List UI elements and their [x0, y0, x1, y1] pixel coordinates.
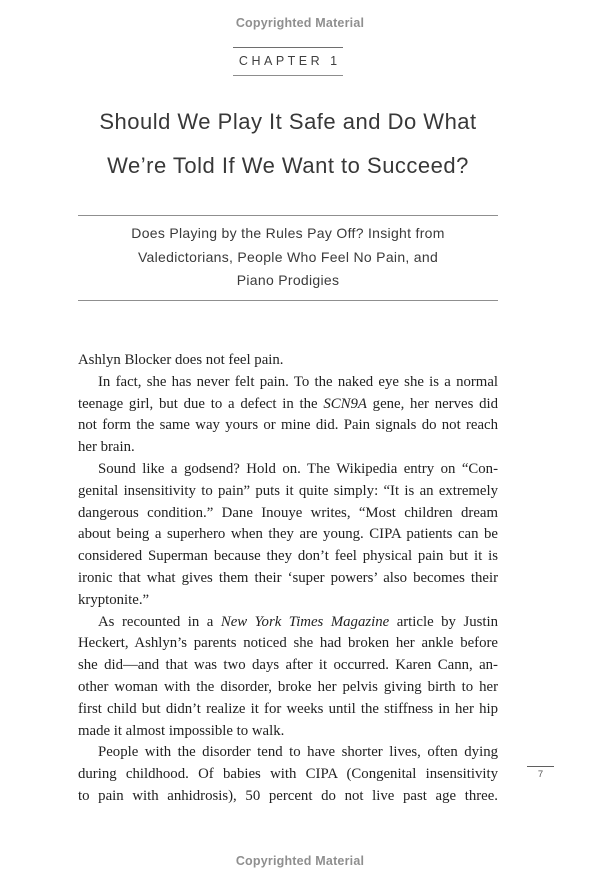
body-line	[78, 481, 498, 503]
chapter-subtitle-line-3: Piano Prodigies	[236, 272, 340, 288]
body-line	[78, 568, 498, 590]
body-text-segment: to pain with anhidrosis), 50 percent do not live past age three.	[78, 787, 498, 804]
body-text-segment: As recounted in a	[98, 613, 221, 630]
body-line	[78, 459, 498, 481]
body-text	[78, 350, 498, 808]
body-text-segment: In fact, she has never felt pain. To the naked eye she is a normal	[98, 373, 498, 390]
body-line	[78, 437, 498, 459]
body-line	[78, 415, 498, 437]
body-line	[78, 764, 498, 786]
chapter-subtitle-line-1: Does Playing by the Rules Pay Off? Insight from	[131, 225, 445, 241]
chapter-title	[48, 100, 528, 188]
chapter-heading: CHAPTER 1	[233, 47, 343, 76]
body-line	[78, 721, 498, 743]
body-text-segment: ironic that what gives them their ‘super powers’ also becomes their	[78, 569, 498, 586]
body-line	[78, 655, 498, 677]
body-line	[78, 524, 498, 546]
body-text-segment: People with the disorder tend to have shorter lives, often dying	[98, 744, 498, 761]
copyright-watermark-top: Copyrighted Material	[235, 16, 365, 30]
body-text-segment: Ashlyn Blocker does not feel pain.	[78, 352, 284, 368]
body-text-segment: genital insensitivity to pain” puts it quite simply: “It is an extremely	[78, 482, 498, 499]
body-line	[78, 612, 498, 634]
body-text-segment: other woman with the disorder, broke her pelvis giving birth to her	[78, 678, 498, 695]
body-line	[78, 786, 498, 808]
chapter-title-line-2: We’re Told If We Want to Succeed?	[107, 153, 469, 178]
chapter-subtitle-line-2: Valedictorians, People Who Feel No Pain, and	[137, 248, 439, 265]
body-line	[78, 699, 498, 721]
body-text-segment: considered Superman because they don’t feel physical pain but it is	[78, 548, 498, 565]
chapter-subtitle	[78, 215, 498, 301]
body-text-segment: Heckert, Ashlyn’s parents noticed she had broken her ankle before	[78, 635, 498, 652]
body-line	[78, 372, 498, 394]
body-text-segment: gene, her nerves did	[366, 395, 498, 412]
body-text-segment: not form the same way yours or mine did. Pain signals do not reach	[78, 417, 498, 434]
body-text-segment: she did—and that was two days after it occurred. Karen Cann, an-	[78, 657, 498, 674]
body-text-segment: kryptonite.”	[78, 591, 150, 608]
body-text-segment: first child but didn’t realize it for weeks until the stiffness in her hip	[78, 700, 498, 717]
body-line	[78, 677, 498, 699]
body-line	[78, 394, 498, 416]
body-text-segment: her brain.	[78, 439, 135, 456]
chapter-title-line-1: Should We Play It Safe and Do What	[99, 109, 477, 134]
body-line	[78, 633, 498, 655]
body-text-segment: made it almost impossible to walk.	[78, 722, 285, 739]
body-text-segment: Sound like a godsend? Hold on. The Wikipedia entry on “Con-	[98, 460, 498, 477]
body-line	[78, 350, 498, 372]
body-text-segment: dangerous condition.” Dane Inouye writes, “Most children dream	[78, 504, 498, 521]
body-line	[78, 546, 498, 568]
body-text-segment: during childhood. Of babies with CIPA (Congenital insensitivity	[78, 766, 498, 783]
body-line	[78, 742, 498, 764]
copyright-watermark-bottom: Copyrighted Material	[235, 854, 365, 868]
italic-text: SCN9A	[323, 395, 367, 412]
page-number: 7	[537, 769, 544, 780]
page-position-marker	[527, 766, 554, 780]
body-text-segment: article by Justin	[389, 613, 498, 630]
body-line	[78, 590, 498, 612]
body-text-segment: teenage girl, but due to a defect in the	[78, 395, 324, 412]
italic-text: New York Times Magazine	[220, 613, 390, 630]
body-line	[78, 503, 498, 525]
body-text-segment: about being a superhero when they are young. CIPA patients can be	[78, 526, 498, 543]
